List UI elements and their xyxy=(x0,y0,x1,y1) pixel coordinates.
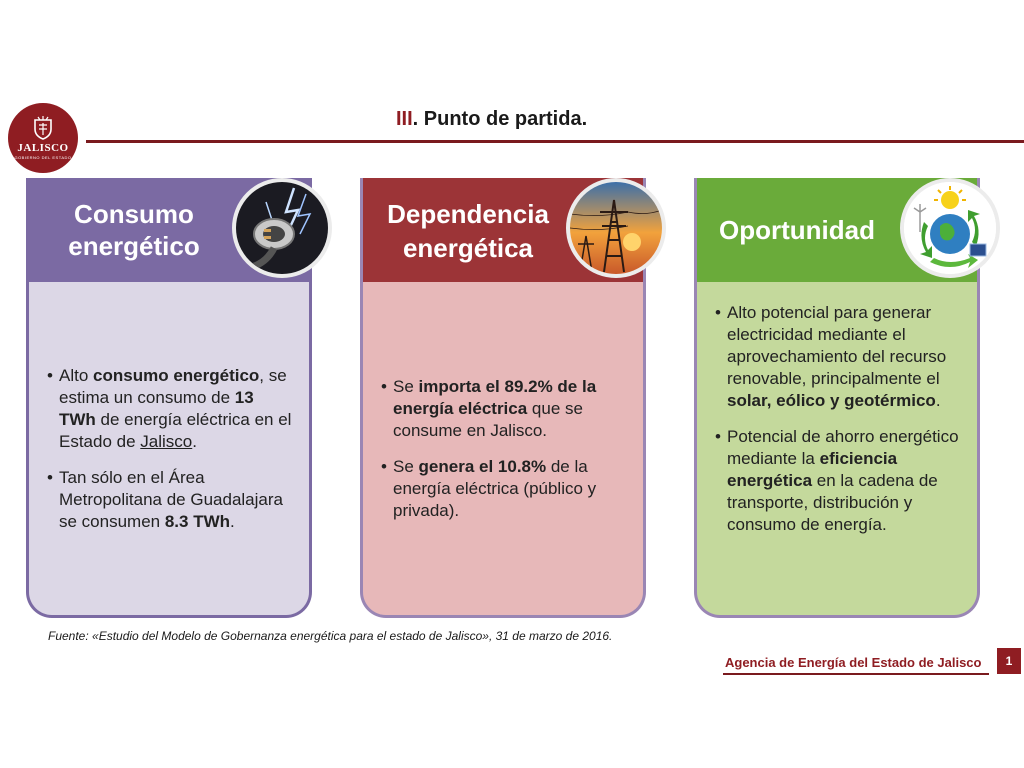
card-title-line1: Consumo xyxy=(74,199,194,229)
bullet-list xyxy=(715,302,963,536)
logo-subtitle: GOBIERNO DEL ESTADO xyxy=(14,155,72,160)
jalisco-link: Jalisco xyxy=(140,431,193,451)
list-item: • Potencial de ahorro energético mediante la eficiencia energética en la cadena de transporte, distribución y consumo de energía. xyxy=(715,426,963,536)
card-body xyxy=(363,282,643,615)
jalisco-logo xyxy=(8,103,78,173)
page-number: 1 xyxy=(997,648,1021,674)
list-item: • Se genera el 10.8% de la energía eléctrica (público y privada). xyxy=(381,456,629,522)
renewable-earth-icon xyxy=(900,178,1000,278)
card-title-line1: Dependencia xyxy=(387,199,549,229)
bullet-list xyxy=(47,365,295,533)
page-title xyxy=(396,108,587,131)
agency-name: Agencia de Energía del Estado de Jalisco xyxy=(725,655,982,670)
logo-name: JALISCO xyxy=(17,142,69,154)
title-divider xyxy=(86,140,1024,143)
bullet-list xyxy=(381,376,629,522)
card-title: Oportunidad xyxy=(719,215,875,245)
footer-divider xyxy=(723,673,989,675)
transmission-tower-icon xyxy=(566,178,666,278)
coat-of-arms-icon xyxy=(32,116,54,140)
section-title: . Punto de partida. xyxy=(412,108,588,130)
section-number: III xyxy=(396,108,413,130)
card-title-line2: energética xyxy=(402,233,534,263)
card-body xyxy=(697,282,977,615)
source-note: Fuente: «Estudio del Modelo de Gobernanza energética para el estado de Jalisco», 31 de marzo de 2016. xyxy=(48,629,613,643)
list-item: • Se importa el 89.2% de la energía eléctrica que se consume en Jalisco. xyxy=(381,376,629,442)
list-item: • Alto consumo energético, se estima un consumo de 13 TWh de energía eléctrica en el Estado de Jalisco. xyxy=(47,365,295,453)
list-item: • Alto potencial para generar electricidad mediante el aprovechamiento del recurso renovable, principalmente el solar, eólico y geotérmico. xyxy=(715,302,963,412)
card-body xyxy=(29,282,309,615)
list-item: • Tan sólo en el Área Metropolitana de Guadalajara se consumen 8.3 TWh. xyxy=(47,467,295,533)
card-title-line2: energético xyxy=(68,231,200,261)
power-plug-lightning-icon xyxy=(232,178,332,278)
